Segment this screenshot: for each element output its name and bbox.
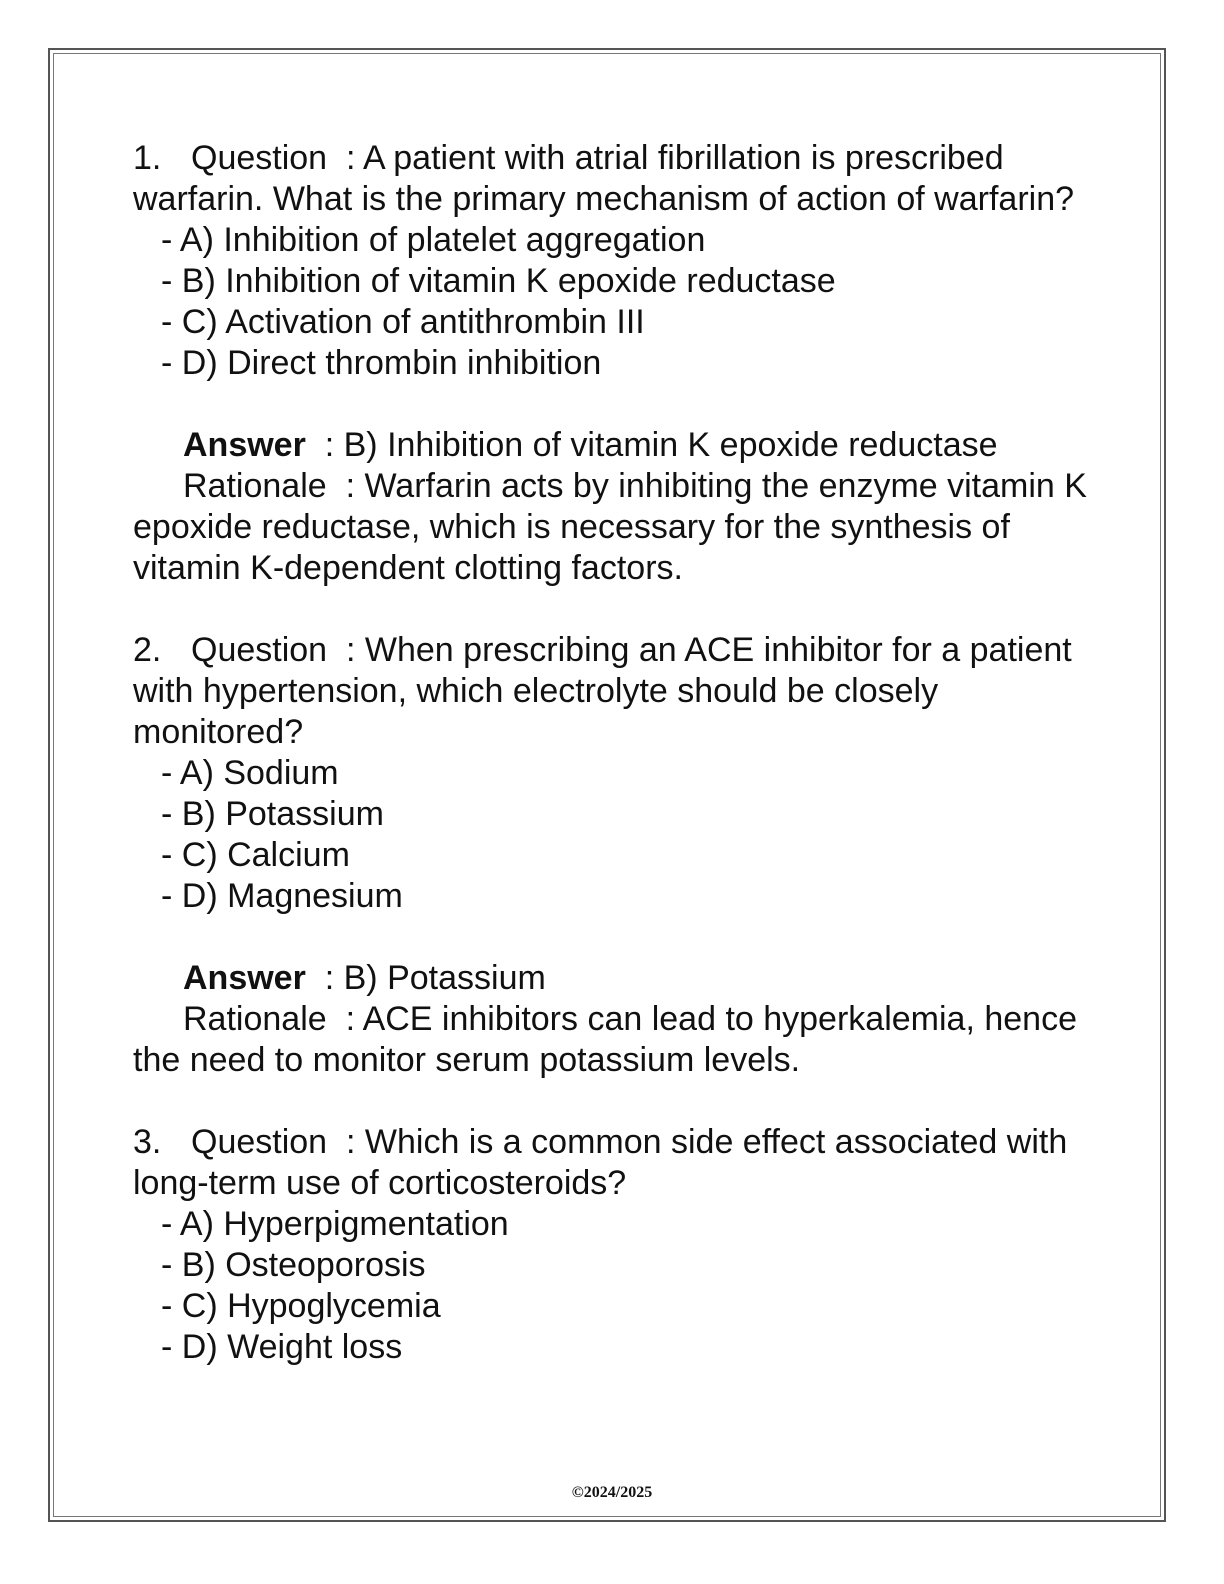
spacer (133, 384, 1093, 425)
question-text (133, 1122, 1093, 1204)
option-a: - A) Hyperpigmentation (161, 1205, 509, 1243)
copyright-footer: ©2024/2025 (571, 1484, 653, 1501)
option-d: - D) Magnesium (161, 877, 403, 915)
question-label: Question (191, 1123, 328, 1161)
rationale-label: Rationale (183, 1000, 327, 1038)
rationale-text: : ACE inhibitors can lead to hyperkalemia, hence the need to monitor serum potassium levels. (133, 1000, 1077, 1079)
rationale-text: : Warfarin acts by inhibiting the enzyme vitamin K epoxide reductase, which is necessary for the synthesis of vitamin K-dependent clotting factors. (133, 467, 1087, 587)
option-b: - B) Osteoporosis (161, 1246, 426, 1284)
rationale-line (133, 999, 1093, 1081)
answer-label: Answer (183, 426, 306, 464)
spacer (133, 917, 1093, 958)
spacer (133, 1081, 1093, 1122)
rationale-line (133, 466, 1093, 589)
option-b: - B) Potassium (161, 795, 384, 833)
option-a: - A) Sodium (161, 754, 339, 792)
answer-line (133, 958, 1093, 999)
question-number: 3. (133, 1123, 162, 1161)
option-c: - C) Hypoglycemia (161, 1287, 441, 1325)
question-number: 1. (133, 139, 162, 177)
question-block (133, 1122, 1093, 1368)
question-block (133, 630, 1093, 1122)
question-block (133, 138, 1093, 630)
answer-text: : B) Potassium (324, 959, 546, 997)
question-text (133, 138, 1093, 220)
option-a: - A) Inhibition of platelet aggregation (161, 221, 706, 259)
option-d: - D) Weight loss (161, 1328, 403, 1366)
question-label: Question (191, 631, 328, 669)
rationale-label: Rationale (183, 467, 327, 505)
option-c: - C) Activation of antithrombin III (161, 303, 645, 341)
answer-line (133, 425, 1093, 466)
answer-text: : B) Inhibition of vitamin K epoxide reductase (324, 426, 998, 464)
question-text (133, 630, 1093, 753)
spacer (133, 589, 1093, 630)
answer-label: Answer (183, 959, 306, 997)
document-content (133, 138, 1093, 1368)
question-number: 2. (133, 631, 162, 669)
question-body: : Which is a common side effect associated with long-term use of corticosteroids? (133, 1123, 1068, 1202)
question-body: : When prescribing an ACE inhibitor for a patient with hypertension, which electrolyte should be closely monitored? (133, 631, 1072, 751)
question-label: Question (191, 139, 328, 177)
question-body: : A patient with atrial fibrillation is prescribed warfarin. What is the primary mechanism of action of warfarin? (133, 139, 1075, 218)
option-d: - D) Direct thrombin inhibition (161, 344, 602, 382)
option-c: - C) Calcium (161, 836, 350, 874)
option-b: - B) Inhibition of vitamin K epoxide reductase (161, 262, 836, 300)
